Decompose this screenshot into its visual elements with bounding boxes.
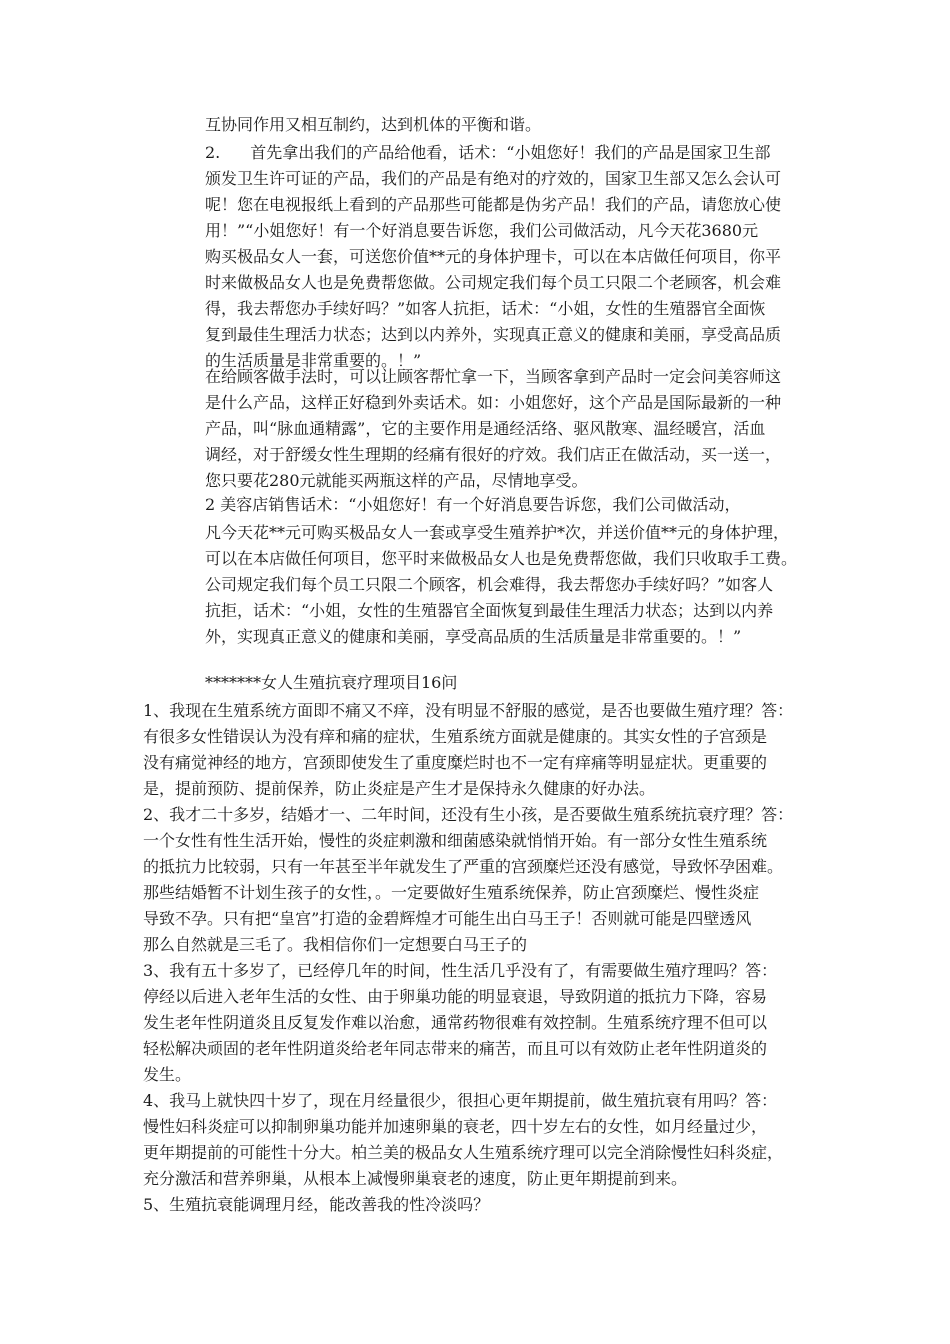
- paragraph-line: 呢！您在电视报纸上看到的产品那些可能都是伪劣产品！我们的产品，请您放心使: [205, 195, 782, 214]
- paragraph-line: 您只要花280元就能买两瓶这样的产品，尽情地享受。: [205, 471, 588, 490]
- paragraph-line: 3、我有五十多岁了，已经停几年的时间，性生活几乎没有了，有需要做生殖疗理吗？答：: [143, 961, 778, 980]
- paragraph-line: 的生活质量是非常重要的。！”: [205, 351, 422, 370]
- paragraph-line: 颁发卫生许可证的产品，我们的产品是有绝对的疗效的，国家卫生部又怎么会认可: [205, 169, 782, 188]
- paragraph-line: 外，实现真正意义的健康和美丽，享受高品质的生活质量是非常重要的。！”: [205, 627, 742, 646]
- paragraph-line: 没有痛觉神经的地方，宫颈即使发生了重度糜烂时也不一定有痒痛等明显症状。更重要的: [143, 753, 768, 772]
- paragraph-line: 导致不孕。只有把“皇宫”打造的金碧辉煌才可能生出白马王子！否则就可能是四壁透风: [143, 909, 752, 928]
- paragraph-line: 首先拿出我们的产品给他看，话术：“小姐您好！我们的产品是国家卫生部: [250, 143, 771, 162]
- paragraph-line: 充分激活和营养卵巢，从根本上减慢卵巢衰老的速度，防止更年期提前到来。: [143, 1169, 688, 1188]
- paragraph-line: 轻松解决顽固的老年性阴道炎给老年同志带来的痛苦，而且可以有效防止老年性阴道炎的: [143, 1039, 768, 1058]
- paragraph-line: 有很多女性错误认为没有痒和痛的症状，生殖系统方面就是健康的。其实女性的子宫颈是: [143, 727, 768, 746]
- paragraph-line: 2、我才二十多岁，结婚才一、二年时间，还没有生小孩，是否要做生殖系统抗衰疗理？答：: [143, 805, 794, 824]
- paragraph-line: 时来做极品女人也是免费帮您做。公司规定我们每个员工只限二个老顾客，机会难: [205, 273, 782, 292]
- section-heading: *******女人生殖抗衰疗理项目16问: [205, 673, 458, 692]
- paragraph-line: 在给顾客做手法时，可以让顾客帮忙拿一下，当顾客拿到产品时一定会问美容师这: [205, 367, 782, 386]
- paragraph-line: 公司规定我们每个员工只限二个顾客，机会难得，我去帮您办手续好吗？”如客人: [205, 575, 774, 594]
- paragraph-line: 复到最佳生理活力状态；达到以内养外，实现真正意义的健康和美丽，享受高品质: [205, 325, 782, 344]
- paragraph-line: 2 美容店销售话术：“小姐您好！有一个好消息要告诉您，我们公司做活动，: [205, 495, 741, 514]
- paragraph-line: 互协同作用又相互制约，达到机体的平衡和谐。: [205, 115, 542, 134]
- paragraph-line: 凡今天花**元可购买极品女人一套或享受生殖养护*次，并送价值**元的身体护理，: [205, 523, 790, 542]
- list-number: 2.: [205, 143, 221, 162]
- paragraph-line: 产品，叫“脉血通精露”，它的主要作用是通经活络、驱风散寒、温经暖宫，活血: [205, 419, 766, 438]
- paragraph-line: 发生。: [143, 1065, 192, 1084]
- paragraph-line: 调经，对于舒缓女性生理期的经痛有很好的疗效。我们店正在做活动，买一送一，: [205, 445, 782, 464]
- paragraph-line: 发生老年性阴道炎且反复发作难以治愈，通常药物很难有效控制。生殖系统疗理不但可以: [143, 1013, 768, 1032]
- paragraph-line: 抗拒，话术：“小姐，女性的生殖器官全面恢复到最佳生理活力状态；达到以内养: [205, 601, 774, 620]
- paragraph-line: 用！”“小姐您好！有一个好消息要告诉您，我们公司做活动，凡今天花3680元: [205, 221, 759, 240]
- paragraph-line: 可以在本店做任何项目，您平时来做极品女人也是免费帮您做，我们只收取手工费。: [205, 549, 798, 568]
- paragraph-line: 那么自然就是三毛了。我相信你们一定想要白马王子的: [143, 935, 528, 954]
- paragraph-line: 购买极品女人一套，可送您价值**元的身体护理卡，可以在本店做任何项目，你平: [205, 247, 782, 266]
- list-item: [205, 140, 770, 166]
- paragraph-line: 是什么产品，这样正好稳到外卖话术。如：小姐您好，这个产品是国际最新的一种: [205, 393, 782, 412]
- paragraph-line: 那些结婚暂不计划生孩子的女性，。一定要做好生殖系统保养，防止宫颈糜烂、慢性炎症: [143, 883, 760, 902]
- paragraph-line: 一个女性有性生活开始，慢性的炎症刺激和细菌感染就悄悄开始。有一部分女性生殖系统: [143, 831, 768, 850]
- paragraph-line: 得，我去帮您办手续好吗？”如客人抗拒，话术：“小姐，女性的生殖器官全面恢: [205, 299, 766, 318]
- paragraph-line: 5、生殖抗衰能调理月经，能改善我的性冷淡吗？: [143, 1195, 490, 1214]
- paragraph-line: 4、我马上就快四十岁了，现在月经量很少，很担心更年期提前，做生殖抗衰有用吗？答：: [143, 1091, 778, 1110]
- paragraph-line: 更年期提前的可能性十分大。柏兰美的极品女人生殖系统疗理可以完全消除慢性妇科炎症，: [143, 1143, 784, 1162]
- paragraph-line: 停经以后进入老年生活的女性、由于卵巢功能的明显衰退，导致阴道的抵抗力下降，容易: [143, 987, 768, 1006]
- paragraph-line: 1、我现在生殖系统方面即不痛又不痒，没有明显不舒服的感觉，是否也要做生殖疗理？答：: [143, 701, 794, 720]
- paragraph-line: 的抵抗力比较弱，只有一年甚至半年就发生了严重的宫颈糜烂还没有感觉，导致怀孕困难。: [143, 857, 784, 876]
- paragraph-line: 慢性妇科炎症可以抑制卵巢功能并加速卵巢的衰老，四十岁左右的女性，如月经量过少，: [143, 1117, 768, 1136]
- paragraph-line: 是，提前预防、提前保养，防止炎症是产生才是保持永久健康的好办法。: [143, 779, 656, 798]
